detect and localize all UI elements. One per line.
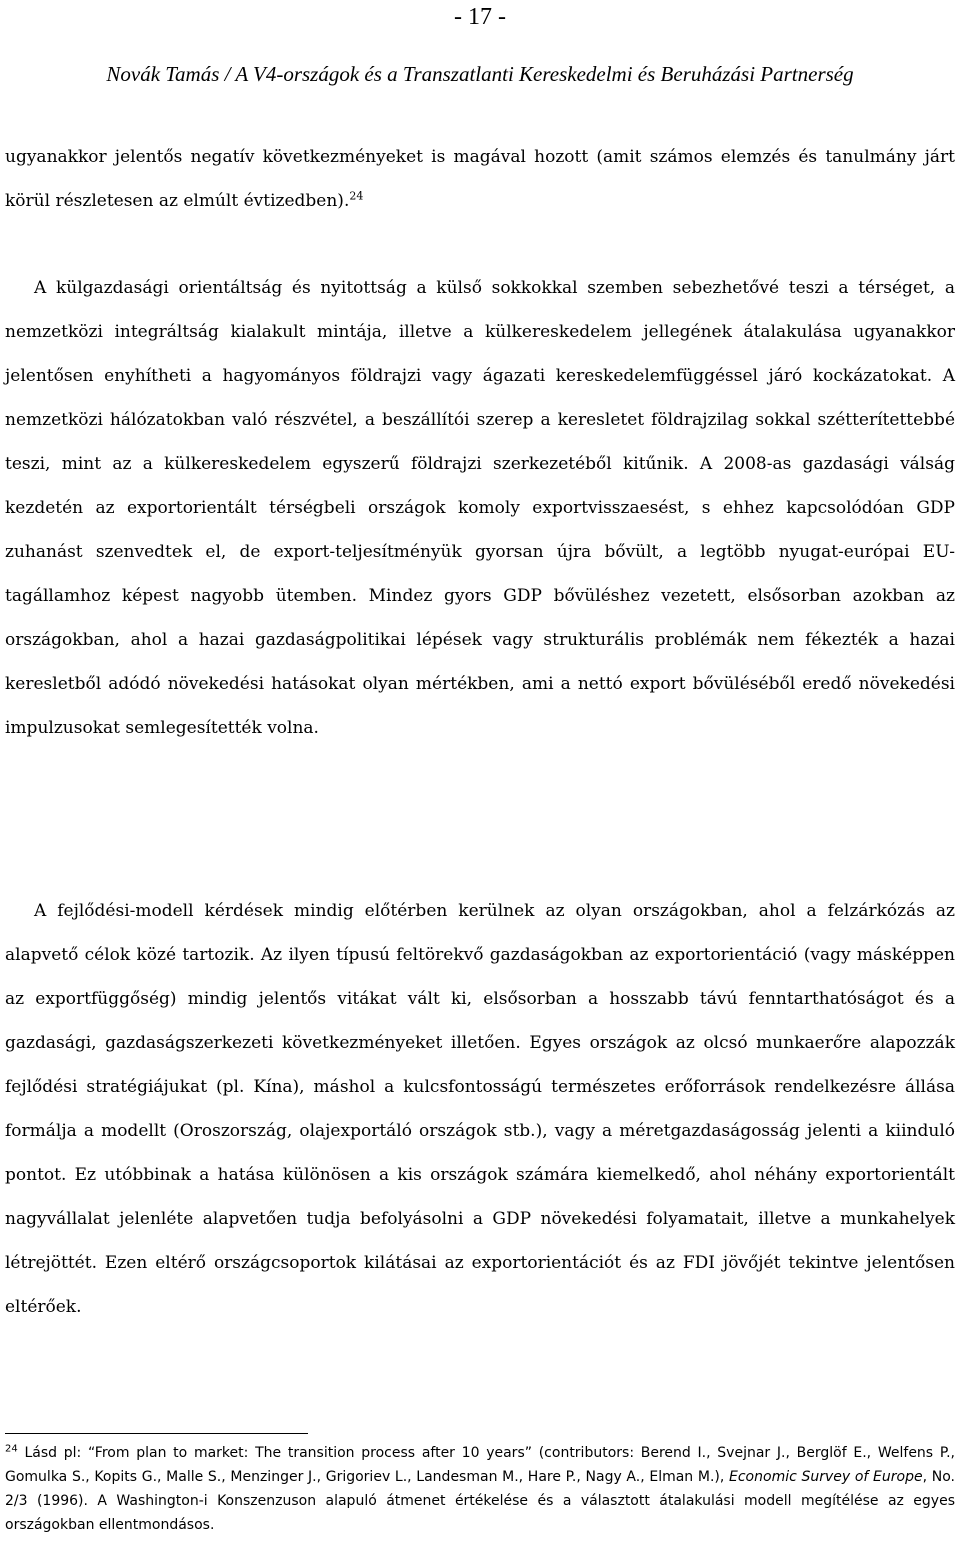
footnote-publication-title: Economic Survey of Europe xyxy=(729,1469,923,1485)
running-header: Novák Tamás / A V4-országok és a Transzatlanti Kereskedelmi és Beruházási Partnerség xyxy=(106,62,854,86)
footnote-separator xyxy=(5,1433,308,1434)
paragraph-1 xyxy=(5,135,955,223)
footnote xyxy=(5,1441,955,1537)
footnote-text-after: , No. 2/3 (1996). A Washington-i Konszenzuson alapuló átmenet értékelése és a választott átalakulási modell megítélése az egyes országokban ellentmondásos. xyxy=(5,1469,955,1533)
page-number: - 17 - xyxy=(454,4,506,30)
paragraph-3: A fejlődési-modell kérdések mindig előtérben kerülnek az olyan országokban, ahol a felzárkózás az alapvető célok közé tartozik. Az ilyen típusú feltörekvő gazdaságokban az exportorientáció (vagy másképpen az exportfüggőség) mindig jelentős vitákat vált ki, elsősorban a hosszabb távú fenntarthatóságot és a gazdasági, gazdaságszerkezeti következményeket illetően. Egyes országok az olcsó munkaerőre alapozzák fejlődési stratégiájukat (pl. Kína), máshol a kulcsfontosságú természetes erőforrások rendelkezésre állása formálja a modellt (Oroszország, olajexportáló országok stb.), vagy a méretgazdaságosság jelenti a kiinduló pontot. Ez utóbbinak a hatása különösen a kis országok számára kiemelkedő, ahol néhány exportorientált nagyvállalat jelenléte alapvetően tudja befolyásolni a GDP növekedési folyamatait, illetve a munkahelyek létrejöttét. Ezen eltérő országcsoportok kilátásai az exportorientációt és az FDI jövőjét tekintve jelentősen eltérőek. xyxy=(5,901,955,1317)
paragraph-2: A külgazdasági orientáltság és nyitottság a külső sokkokkal szemben sebezhetővé teszi a térséget, a nemzetközi integráltság kialakult mintája, illetve a külkereskedelem jellegének átalakulása ugyanakkor jelentősen enyhítheti a hagyományos földrajzi vagy ágazati kereskedelemfüggéssel járó kockázatokat. A nemzetközi hálózatokban való részvétel, a beszállítói szerep a keresletet földrajzilag sokkal szétterítettebbé teszi, mint az a külkereskedelem egyszerű földrajzi szerkezetéből kitűnik. A 2008-as gazdasági válság kezdetén az exportorientált térségbeli országok komoly exportvisszaesést, s ehhez kapcsolódóan GDP zuhanást szenvedtek el, de export-teljesítményük gyorsan újra bővült, a legtöbb nyugat-európai EU-tagállamhoz képest nagyobb ütemben. Mindez gyors GDP bővüléshez vezetett, elsősorban azokban az országokban, ahol a hazai gazdaságpolitikai lépések vagy strukturális problémák nem fékezték a hazai keresletből adódó növekedési hatásokat olyan mértékben, ami a nettó export bővüléséből eredő növekedési impulzusokat semlegesítették volna. xyxy=(5,278,955,738)
footnote-marker: 24 xyxy=(5,1443,18,1455)
footnote-reference[interactable]: 24 xyxy=(349,189,364,203)
paragraph-1-text: ugyanakkor jelentős negatív következményeket is magával hozott (amit számos elemzés és tanulmány járt körül részletesen az elmúlt évtizedben). xyxy=(5,147,955,211)
footnote-text-before: Lásd pl: “From plan to market: The transition process after 10 years” (contributors: Berend I., Svejnar J., Berglöf E., Welfens P., Gomulka S., Kopits G., Malle S., Menzinger J., Grigoriev L., Landesman M., Hare P., Nagy A., Elman M.), xyxy=(5,1445,955,1485)
